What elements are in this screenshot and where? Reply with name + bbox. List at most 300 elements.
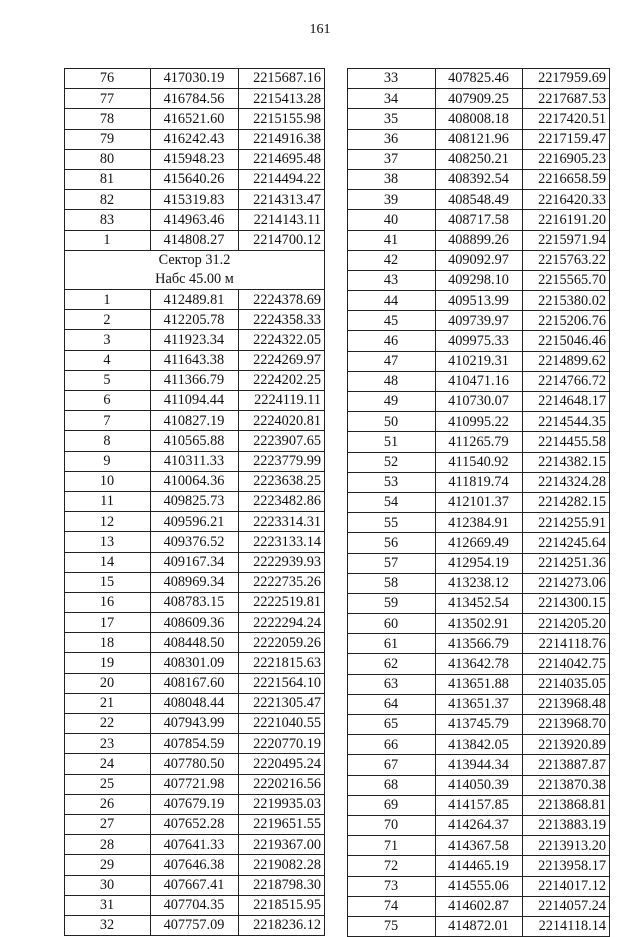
point-number-cell: 57 <box>348 553 436 573</box>
y-coordinate-cell: 2213883.19 <box>523 815 610 835</box>
point-number-cell: 74 <box>348 896 436 916</box>
y-coordinate-cell: 2223779.99 <box>239 451 325 471</box>
table-row <box>65 734 325 754</box>
x-coordinate-cell: 412205.78 <box>151 310 239 330</box>
table-row <box>65 169 325 189</box>
x-coordinate-cell: 411643.38 <box>151 350 239 370</box>
point-number-cell: 62 <box>348 654 436 674</box>
point-number-cell: 44 <box>348 291 436 311</box>
y-coordinate-cell: 2223907.65 <box>239 431 325 451</box>
table-row <box>65 875 325 895</box>
table-row <box>348 553 610 573</box>
table-row <box>348 694 610 714</box>
x-coordinate-cell: 407646.38 <box>151 855 239 875</box>
x-coordinate-cell: 413745.79 <box>436 715 523 735</box>
y-coordinate-cell: 2218236.12 <box>239 915 325 935</box>
point-number-cell: 59 <box>348 593 436 613</box>
table-row <box>65 69 325 89</box>
point-number-cell: 54 <box>348 492 436 512</box>
point-number-cell: 79 <box>65 129 151 149</box>
table-row <box>65 592 325 612</box>
table-row <box>348 593 610 613</box>
point-number-cell: 53 <box>348 472 436 492</box>
point-number-cell: 40 <box>348 210 436 230</box>
table-row <box>65 714 325 734</box>
y-coordinate-cell: 2221040.55 <box>239 714 325 734</box>
point-number-cell: 48 <box>348 371 436 391</box>
table-row <box>348 129 610 149</box>
table-row <box>65 613 325 633</box>
y-coordinate-cell: 2214251.36 <box>523 553 610 573</box>
x-coordinate-cell: 414872.01 <box>436 916 523 936</box>
x-coordinate-cell: 410827.19 <box>151 411 239 431</box>
left-table-bottom-rows <box>65 290 325 936</box>
sector-height: Набс 45.00 м <box>155 270 234 287</box>
point-number-cell: 61 <box>348 634 436 654</box>
point-number-cell: 46 <box>348 331 436 351</box>
y-coordinate-cell: 2213868.81 <box>523 795 610 815</box>
x-coordinate-cell: 407943.99 <box>151 714 239 734</box>
table-row <box>65 290 325 310</box>
table-row <box>348 654 610 674</box>
point-number-cell: 6 <box>65 391 151 411</box>
x-coordinate-cell: 413842.05 <box>436 735 523 755</box>
x-coordinate-cell: 410995.22 <box>436 412 523 432</box>
table-row <box>348 735 610 755</box>
point-number-cell: 19 <box>65 653 151 673</box>
y-coordinate-cell: 2214300.15 <box>523 593 610 613</box>
x-coordinate-cell: 409596.21 <box>151 512 239 532</box>
y-coordinate-cell: 2214035.05 <box>523 674 610 694</box>
x-coordinate-cell: 411265.79 <box>436 432 523 452</box>
table-row <box>348 634 610 654</box>
point-number-cell: 14 <box>65 552 151 572</box>
y-coordinate-cell: 2220770.19 <box>239 734 325 754</box>
table-row <box>65 491 325 511</box>
table-row <box>65 310 325 330</box>
table-row <box>65 895 325 915</box>
y-coordinate-cell: 2217420.51 <box>523 109 610 129</box>
x-coordinate-cell: 412489.81 <box>151 290 239 310</box>
point-number-cell: 81 <box>65 169 151 189</box>
x-coordinate-cell: 408392.54 <box>436 169 523 189</box>
table-row <box>65 512 325 532</box>
point-number-cell: 5 <box>65 370 151 390</box>
point-number-cell: 34 <box>348 89 436 109</box>
x-coordinate-cell: 410064.36 <box>151 471 239 491</box>
point-number-cell: 67 <box>348 755 436 775</box>
y-coordinate-cell: 2215206.76 <box>523 311 610 331</box>
table-row <box>348 169 610 189</box>
sector-header-group <box>65 250 325 289</box>
x-coordinate-cell: 414555.06 <box>436 876 523 896</box>
table-row <box>65 391 325 411</box>
y-coordinate-cell: 2221564.10 <box>239 673 325 693</box>
y-coordinate-cell: 2220216.56 <box>239 774 325 794</box>
y-coordinate-cell: 2214205.20 <box>523 614 610 634</box>
x-coordinate-cell: 413502.91 <box>436 614 523 634</box>
x-coordinate-cell: 410471.16 <box>436 371 523 391</box>
x-coordinate-cell: 409376.52 <box>151 532 239 552</box>
point-number-cell: 52 <box>348 452 436 472</box>
table-row <box>65 835 325 855</box>
y-coordinate-cell: 2217687.53 <box>523 89 610 109</box>
table-row <box>348 775 610 795</box>
y-coordinate-cell: 2215380.02 <box>523 291 610 311</box>
x-coordinate-cell: 413651.37 <box>436 694 523 714</box>
table-row <box>348 573 610 593</box>
x-coordinate-cell: 415948.23 <box>151 149 239 169</box>
point-number-cell: 25 <box>65 774 151 794</box>
x-coordinate-cell: 408899.26 <box>436 230 523 250</box>
y-coordinate-cell: 2215687.16 <box>239 69 325 89</box>
x-coordinate-cell: 410311.33 <box>151 451 239 471</box>
table-row <box>65 411 325 431</box>
x-coordinate-cell: 410730.07 <box>436 392 523 412</box>
point-number-cell: 63 <box>348 674 436 694</box>
right-coordinates-table <box>347 68 610 937</box>
table-row <box>348 916 610 936</box>
point-number-cell: 1 <box>65 290 151 310</box>
y-coordinate-cell: 2214118.76 <box>523 634 610 654</box>
y-coordinate-cell: 2214382.15 <box>523 452 610 472</box>
point-number-cell: 50 <box>348 412 436 432</box>
y-coordinate-cell: 2223314.31 <box>239 512 325 532</box>
point-number-cell: 37 <box>348 149 436 169</box>
y-coordinate-cell: 2217159.47 <box>523 129 610 149</box>
y-coordinate-cell: 2219367.00 <box>239 835 325 855</box>
y-coordinate-cell: 2222939.93 <box>239 552 325 572</box>
x-coordinate-cell: 414808.27 <box>151 230 239 250</box>
y-coordinate-cell: 2216905.23 <box>523 149 610 169</box>
point-number-cell: 21 <box>65 693 151 713</box>
table-row <box>65 330 325 350</box>
table-row <box>65 471 325 491</box>
table-row <box>348 250 610 270</box>
y-coordinate-cell: 2215971.94 <box>523 230 610 250</box>
point-number-cell: 42 <box>348 250 436 270</box>
table-row <box>348 795 610 815</box>
y-coordinate-cell: 2214766.72 <box>523 371 610 391</box>
y-coordinate-cell: 2222735.26 <box>239 572 325 592</box>
x-coordinate-cell: 413452.54 <box>436 593 523 613</box>
point-number-cell: 66 <box>348 735 436 755</box>
x-coordinate-cell: 408121.96 <box>436 129 523 149</box>
x-coordinate-cell: 409167.34 <box>151 552 239 572</box>
x-coordinate-cell: 410219.31 <box>436 351 523 371</box>
table-row <box>348 412 610 432</box>
table-row <box>65 814 325 834</box>
x-coordinate-cell: 407679.19 <box>151 794 239 814</box>
sector-title: Сектор 31.2 <box>158 252 231 269</box>
x-coordinate-cell: 411923.34 <box>151 330 239 350</box>
y-coordinate-cell: 2224202.25 <box>239 370 325 390</box>
point-number-cell: 31 <box>65 895 151 915</box>
x-coordinate-cell: 407757.09 <box>151 915 239 935</box>
y-coordinate-cell: 2224269.97 <box>239 350 325 370</box>
x-coordinate-cell: 408167.60 <box>151 673 239 693</box>
y-coordinate-cell: 2214494.22 <box>239 169 325 189</box>
y-coordinate-cell: 2224119.11 <box>239 391 325 411</box>
y-coordinate-cell: 2214282.15 <box>523 492 610 512</box>
point-number-cell: 80 <box>65 149 151 169</box>
table-row <box>65 350 325 370</box>
y-coordinate-cell: 2222059.26 <box>239 633 325 653</box>
y-coordinate-cell: 2213870.38 <box>523 775 610 795</box>
table-row <box>65 230 325 250</box>
point-number-cell: 72 <box>348 856 436 876</box>
y-coordinate-cell: 2214042.75 <box>523 654 610 674</box>
table-row <box>348 432 610 452</box>
y-coordinate-cell: 2222519.81 <box>239 592 325 612</box>
table-row <box>348 270 610 290</box>
x-coordinate-cell: 408609.36 <box>151 613 239 633</box>
y-coordinate-cell: 2222294.24 <box>239 613 325 633</box>
y-coordinate-cell: 2223638.25 <box>239 471 325 491</box>
x-coordinate-cell: 410565.88 <box>151 431 239 451</box>
table-row <box>348 836 610 856</box>
y-coordinate-cell: 2218798.30 <box>239 875 325 895</box>
point-number-cell: 22 <box>65 714 151 734</box>
point-number-cell: 3 <box>65 330 151 350</box>
y-coordinate-cell: 2214648.17 <box>523 392 610 412</box>
y-coordinate-cell: 2223482.86 <box>239 491 325 511</box>
point-number-cell: 18 <box>65 633 151 653</box>
y-coordinate-cell: 2214273.06 <box>523 573 610 593</box>
table-row <box>65 129 325 149</box>
y-coordinate-cell: 2214255.91 <box>523 513 610 533</box>
table-row <box>348 210 610 230</box>
x-coordinate-cell: 407909.25 <box>436 89 523 109</box>
point-number-cell: 35 <box>348 109 436 129</box>
point-number-cell: 36 <box>348 129 436 149</box>
point-number-cell: 78 <box>65 109 151 129</box>
x-coordinate-cell: 412384.91 <box>436 513 523 533</box>
table-row <box>65 451 325 471</box>
point-number-cell: 26 <box>65 794 151 814</box>
point-number-cell: 43 <box>348 270 436 290</box>
y-coordinate-cell: 2214245.64 <box>523 533 610 553</box>
table-row <box>348 149 610 169</box>
x-coordinate-cell: 408250.21 <box>436 149 523 169</box>
point-number-cell: 7 <box>65 411 151 431</box>
x-coordinate-cell: 414157.85 <box>436 795 523 815</box>
point-number-cell: 12 <box>65 512 151 532</box>
table-row <box>348 230 610 250</box>
y-coordinate-cell: 2213920.89 <box>523 735 610 755</box>
point-number-cell: 83 <box>65 210 151 230</box>
left-table-top-rows <box>65 69 325 251</box>
point-number-cell: 58 <box>348 573 436 593</box>
point-number-cell: 29 <box>65 855 151 875</box>
table-row <box>348 291 610 311</box>
y-coordinate-cell: 2216420.33 <box>523 190 610 210</box>
y-coordinate-cell: 2214899.62 <box>523 351 610 371</box>
table-row <box>348 492 610 512</box>
y-coordinate-cell: 2219651.55 <box>239 814 325 834</box>
x-coordinate-cell: 414050.39 <box>436 775 523 795</box>
x-coordinate-cell: 412669.49 <box>436 533 523 553</box>
y-coordinate-cell: 2214324.28 <box>523 472 610 492</box>
x-coordinate-cell: 408783.15 <box>151 592 239 612</box>
y-coordinate-cell: 2221815.63 <box>239 653 325 673</box>
point-number-cell: 24 <box>65 754 151 774</box>
point-number-cell: 13 <box>65 532 151 552</box>
y-coordinate-cell: 2219082.28 <box>239 855 325 875</box>
table-row <box>348 815 610 835</box>
point-number-cell: 20 <box>65 673 151 693</box>
table-row <box>65 572 325 592</box>
point-number-cell: 82 <box>65 190 151 210</box>
point-number-cell: 71 <box>348 836 436 856</box>
y-coordinate-cell: 2223133.14 <box>239 532 325 552</box>
x-coordinate-cell: 413566.79 <box>436 634 523 654</box>
y-coordinate-cell: 2213887.87 <box>523 755 610 775</box>
point-number-cell: 28 <box>65 835 151 855</box>
point-number-cell: 32 <box>65 915 151 935</box>
point-number-cell: 55 <box>348 513 436 533</box>
x-coordinate-cell: 408548.49 <box>436 190 523 210</box>
x-coordinate-cell: 407780.50 <box>151 754 239 774</box>
y-coordinate-cell: 2216191.20 <box>523 210 610 230</box>
y-coordinate-cell: 2214916.38 <box>239 129 325 149</box>
point-number-cell: 69 <box>348 795 436 815</box>
table-row <box>65 532 325 552</box>
table-row <box>65 149 325 169</box>
x-coordinate-cell: 416521.60 <box>151 109 239 129</box>
y-coordinate-cell: 2213913.20 <box>523 836 610 856</box>
point-number-cell: 4 <box>65 350 151 370</box>
x-coordinate-cell: 408969.34 <box>151 572 239 592</box>
x-coordinate-cell: 408048.44 <box>151 693 239 713</box>
table-row <box>65 754 325 774</box>
x-coordinate-cell: 407667.41 <box>151 875 239 895</box>
table-row <box>65 915 325 935</box>
table-row <box>65 89 325 109</box>
table-row <box>65 190 325 210</box>
table-row <box>65 210 325 230</box>
table-row <box>65 653 325 673</box>
point-number-cell: 41 <box>348 230 436 250</box>
x-coordinate-cell: 413238.12 <box>436 573 523 593</box>
table-row <box>348 452 610 472</box>
y-coordinate-cell: 2215155.98 <box>239 109 325 129</box>
table-row <box>65 855 325 875</box>
x-coordinate-cell: 409825.73 <box>151 491 239 511</box>
x-coordinate-cell: 414602.87 <box>436 896 523 916</box>
point-number-cell: 38 <box>348 169 436 189</box>
table-row <box>65 693 325 713</box>
point-number-cell: 8 <box>65 431 151 451</box>
y-coordinate-cell: 2214695.48 <box>239 149 325 169</box>
point-number-cell: 76 <box>65 69 151 89</box>
x-coordinate-cell: 409513.99 <box>436 291 523 311</box>
table-row <box>348 715 610 735</box>
point-number-cell: 27 <box>65 814 151 834</box>
y-coordinate-cell: 2215565.70 <box>523 270 610 290</box>
y-coordinate-cell: 2214143.11 <box>239 210 325 230</box>
point-number-cell: 9 <box>65 451 151 471</box>
y-coordinate-cell: 2214057.24 <box>523 896 610 916</box>
table-row <box>348 371 610 391</box>
y-coordinate-cell: 2219935.03 <box>239 794 325 814</box>
point-number-cell: 51 <box>348 432 436 452</box>
x-coordinate-cell: 413944.34 <box>436 755 523 775</box>
point-number-cell: 75 <box>348 916 436 936</box>
point-number-cell: 30 <box>65 875 151 895</box>
x-coordinate-cell: 412954.19 <box>436 553 523 573</box>
point-number-cell: 56 <box>348 533 436 553</box>
y-coordinate-cell: 2221305.47 <box>239 693 325 713</box>
table-row <box>348 69 610 89</box>
x-coordinate-cell: 409975.33 <box>436 331 523 351</box>
left-coordinates-table <box>64 68 325 936</box>
x-coordinate-cell: 408301.09 <box>151 653 239 673</box>
table-row <box>348 614 610 634</box>
y-coordinate-cell: 2215046.46 <box>523 331 610 351</box>
point-number-cell: 77 <box>65 89 151 109</box>
x-coordinate-cell: 415319.83 <box>151 190 239 210</box>
point-number-cell: 33 <box>348 69 436 89</box>
table-row <box>348 876 610 896</box>
point-number-cell: 10 <box>65 471 151 491</box>
x-coordinate-cell: 411094.44 <box>151 391 239 411</box>
y-coordinate-cell: 2214455.58 <box>523 432 610 452</box>
point-number-cell: 64 <box>348 694 436 714</box>
sector-header-row <box>65 250 325 289</box>
y-coordinate-cell: 2215413.28 <box>239 89 325 109</box>
point-number-cell: 2 <box>65 310 151 330</box>
x-coordinate-cell: 407825.46 <box>436 69 523 89</box>
table-row <box>65 774 325 794</box>
point-number-cell: 47 <box>348 351 436 371</box>
table-row <box>348 755 610 775</box>
y-coordinate-cell: 2214700.12 <box>239 230 325 250</box>
table-row <box>348 533 610 553</box>
table-row <box>348 392 610 412</box>
x-coordinate-cell: 408717.58 <box>436 210 523 230</box>
x-coordinate-cell: 409092.97 <box>436 250 523 270</box>
table-row <box>348 351 610 371</box>
table-row <box>65 673 325 693</box>
point-number-cell: 68 <box>348 775 436 795</box>
x-coordinate-cell: 414963.46 <box>151 210 239 230</box>
x-coordinate-cell: 414264.37 <box>436 815 523 835</box>
table-row <box>65 633 325 653</box>
y-coordinate-cell: 2213958.17 <box>523 856 610 876</box>
x-coordinate-cell: 413642.78 <box>436 654 523 674</box>
table-row <box>65 552 325 572</box>
right-table-rows <box>348 69 610 937</box>
x-coordinate-cell: 407641.33 <box>151 835 239 855</box>
table-row <box>65 431 325 451</box>
table-row <box>348 331 610 351</box>
table-row <box>65 794 325 814</box>
y-coordinate-cell: 2220495.24 <box>239 754 325 774</box>
x-coordinate-cell: 411819.74 <box>436 472 523 492</box>
point-number-cell: 15 <box>65 572 151 592</box>
table-row <box>348 472 610 492</box>
table-row <box>348 311 610 331</box>
x-coordinate-cell: 416784.56 <box>151 89 239 109</box>
table-row <box>348 190 610 210</box>
y-coordinate-cell: 2216658.59 <box>523 169 610 189</box>
table-row <box>348 513 610 533</box>
table-row <box>348 674 610 694</box>
y-coordinate-cell: 2217959.69 <box>523 69 610 89</box>
point-number-cell: 45 <box>348 311 436 331</box>
x-coordinate-cell: 409739.97 <box>436 311 523 331</box>
